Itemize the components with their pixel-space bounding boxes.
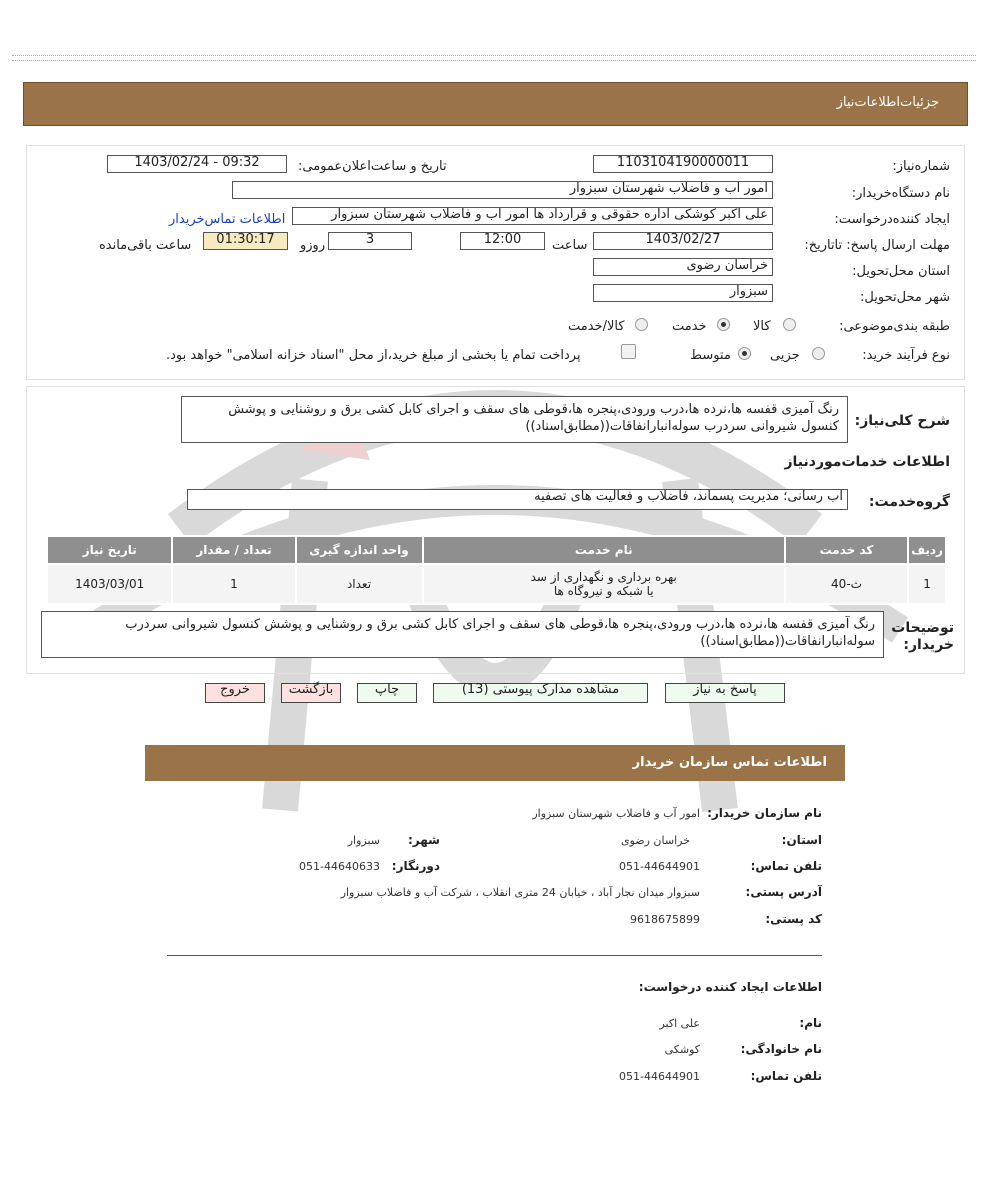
row-qty: 1 (172, 564, 295, 604)
row-service-name (423, 564, 785, 604)
service-group-field: آب رسانی؛ مدیریت پسماند، فاضلاب و فعالیت های تصفیه (187, 489, 848, 510)
reply-button[interactable]: پاسخ به نیاز (665, 683, 785, 703)
need-number-label: شماره‌نیاز: (892, 159, 950, 174)
category-service-label: خدمت (672, 319, 707, 334)
days-field: 3 (328, 232, 412, 250)
row-date: 1403/03/01 (47, 564, 172, 604)
contact-city-label: شهر: (408, 833, 440, 847)
print-button[interactable]: چاپ (357, 683, 417, 703)
announce-label: تاریخ و ساعت‌اعلان‌عمومی: (298, 159, 447, 174)
creator-heading: اطلاعات ایجاد کننده درخواست: (638, 980, 822, 994)
creator-phone-label: تلفن تماس: (750, 1069, 822, 1083)
time-label: ساعت (552, 238, 588, 253)
row-service-name-line2: یا شبکه و نیروگاه ها (553, 584, 654, 598)
contact-phone-label: تلفن تماس: (750, 859, 822, 873)
exit-button[interactable]: خروج (205, 683, 265, 703)
buyer-notes-label-line1: توضیحات (891, 620, 954, 636)
category-service-radio[interactable] (717, 318, 730, 331)
deadline-date-field: 1403/02/27 (593, 232, 773, 250)
section-divider (167, 955, 822, 956)
org-value: امور آب و فاضلاب شهرستان سبزوار (532, 807, 700, 820)
need-number-field: 1103104190000011 (593, 155, 773, 173)
back-button[interactable]: بازگشت (281, 683, 341, 703)
page-title: جزئیات‌اطلاعات‌نیاز (836, 95, 939, 110)
table-header-row (47, 536, 946, 564)
buyer-notes-label-line2: خریدار: (903, 637, 954, 653)
col-date-header: تاریخ نیاز (47, 536, 172, 564)
remaining-time-field: 01:30:17 (203, 232, 288, 250)
col-row-header: ردیف (908, 536, 946, 564)
buyer-contact-link[interactable]: اطلاعات تماس‌خریدار (169, 212, 286, 227)
buyer-notes-box: رنگ آمیزی قفسه ها،نرده ها،درب ورودی،پنجره ها،قوطی های سقف و اجرای کابل کشی برق و روشنایی و پوشش کنسول شیروانی سردرب سوله‌انبارانفاقات((مطابق‌اسناد)) (41, 611, 884, 658)
creator-name-label: نام: (799, 1016, 822, 1030)
contact-province-value: خراسان رضوی (620, 834, 690, 847)
row-code: ث-40 (785, 564, 908, 604)
contact-title: اطلاعات تماس سازمان خریدار (632, 755, 827, 770)
process-medium-label: متوسط (690, 348, 731, 363)
services-heading: اطلاعات خدمات‌مورد‌نیاز (784, 454, 950, 470)
services-table (46, 535, 947, 605)
fax-value: 051-44640633 (299, 860, 380, 873)
postal-code-label: کد پستی: (765, 912, 822, 926)
row-service-name-line1: بهره برداری و نگهداری از سد (530, 570, 677, 584)
process-label: نوع فرآیند خرید: (862, 348, 950, 363)
contact-header (145, 745, 845, 781)
deadline-label: مهلت ارسال پاسخ: تاتاریخ: (804, 238, 950, 253)
address-label: آدرس پستی: (745, 885, 822, 899)
city-field: سبزوار (593, 284, 773, 302)
address-value: سبزوار میدان نجار آباد ، خیابان 24 متری انقلاب ، شرکت آب و فاضلاب سبزوار (340, 886, 700, 899)
attachments-button[interactable]: مشاهده مدارک پیوستی (13) (433, 683, 648, 703)
creator-name-value: علی اکبر (659, 1017, 700, 1030)
treasury-payment-note: پرداخت تمام یا بخشی از مبلغ خرید،از محل "اسناد خزانه اسلامی" خواهد بود. (166, 348, 581, 363)
contact-phone-value: 051-44644901 (619, 860, 700, 873)
buyer-notes-label (891, 620, 954, 654)
category-goods-label: کالا (753, 319, 771, 334)
category-goods-radio[interactable] (783, 318, 796, 331)
days-label: روزو (300, 238, 326, 253)
service-group-label: گروه‌خدمت: (868, 494, 950, 510)
row-unit: تعداد (296, 564, 423, 604)
process-small-label: جزیی (770, 348, 800, 363)
category-both-label: کالا/خدمت (568, 319, 625, 334)
org-label: نام سازمان خریدار: (707, 806, 822, 820)
description-box: رنگ آمیزی قفسه ها،نرده ها،درب ورودی،پنجره ها،قوطی های سقف و اجرای کابل کشی برق و روشنایی و پوشش کنسول شیروانی سردرب سوله‌انبارانفاقات((مطابق‌اسناد)) (181, 396, 848, 443)
col-code-header: کد خدمت (785, 536, 908, 564)
process-small-radio[interactable] (812, 347, 825, 360)
city-label: شهر محل‌تحویل: (860, 290, 950, 305)
description-label: شرح کلی‌نیاز: (854, 413, 950, 429)
remaining-label: ساعت باقی‌مانده (99, 238, 192, 253)
category-both-radio[interactable] (635, 318, 648, 331)
row-index: 1 (908, 564, 946, 604)
treasury-payment-checkbox[interactable] (621, 344, 636, 359)
buyer-label: نام دستگاه‌خریدار: (851, 186, 950, 201)
col-qty-header: تعداد / مقدار (172, 536, 295, 564)
creator-field: علی اکبر کوشکی اداره حقوقی و قرارداد ها امور آب و فاضلاب شهرستان سبزوار (292, 207, 773, 225)
process-medium-radio[interactable] (738, 347, 751, 360)
creator-family-value: کوشکی (664, 1043, 700, 1056)
col-unit-header: واحد اندازه گیری (296, 536, 423, 564)
contact-province-label: استان: (781, 833, 822, 847)
creator-label: ایجاد کننده‌درخواست: (834, 212, 950, 227)
category-label: طبقه بندی‌موضوعی: (839, 319, 950, 334)
postal-code-value: 9618675899 (630, 913, 700, 926)
table-row (47, 564, 946, 604)
creator-family-label: نام خانوادگی: (740, 1042, 822, 1056)
top-divider (12, 55, 976, 61)
deadline-time-field: 12:00 (460, 232, 545, 250)
announce-field: 1403/02/24 - 09:32 (107, 155, 287, 173)
contact-city-value: سبزوار (347, 834, 380, 847)
col-name-header: نام خدمت (423, 536, 785, 564)
province-label: استان محل‌تحویل: (852, 264, 950, 279)
page-header (23, 82, 968, 126)
creator-phone-value: 051-44644901 (619, 1070, 700, 1083)
province-field: خراسان رضوی (593, 258, 773, 276)
buyer-field: امور آب و فاضلاب شهرستان سبزوار (232, 181, 773, 199)
fax-label: دورنگار: (391, 859, 440, 873)
